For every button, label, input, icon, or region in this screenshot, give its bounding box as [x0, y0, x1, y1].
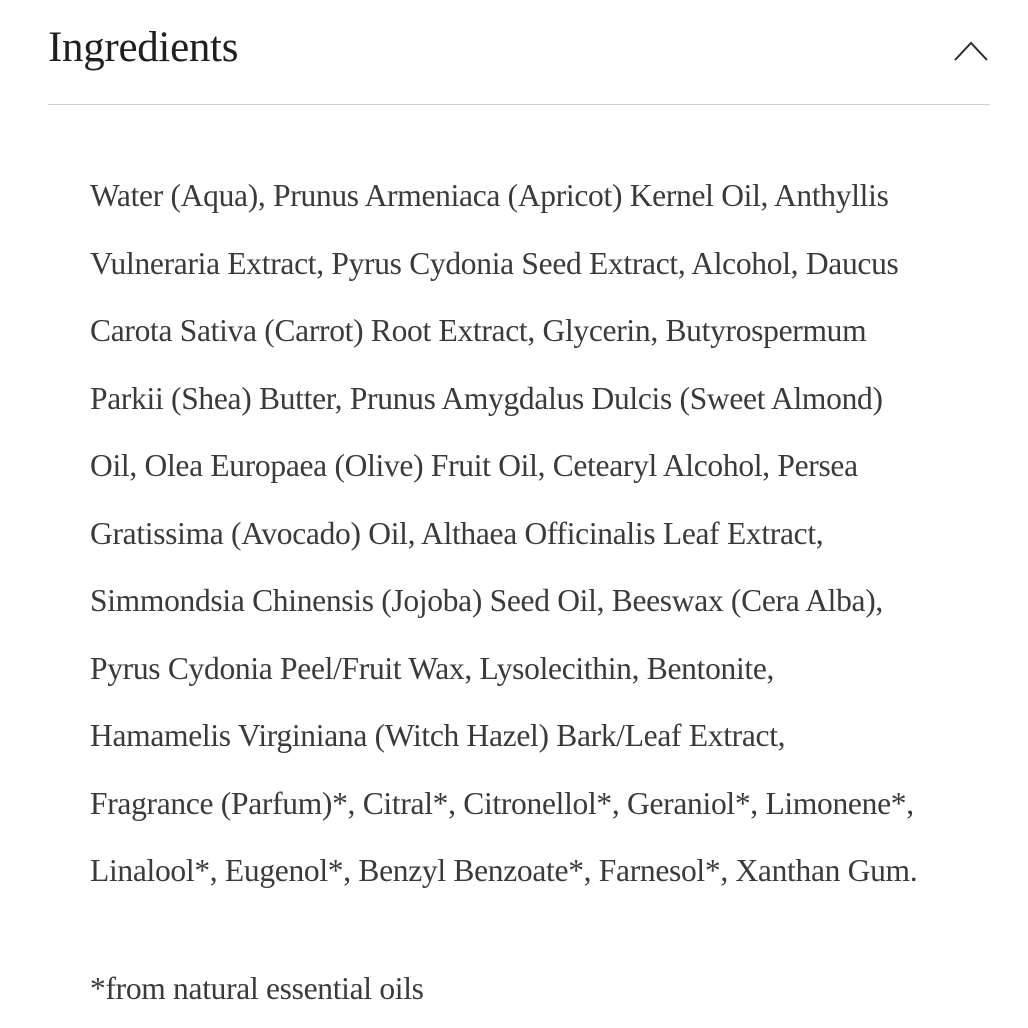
essential-oils-footnote: *from natural essential oils	[90, 971, 424, 1006]
accordion-header[interactable]	[48, 0, 990, 105]
ingredients-list	[90, 162, 960, 905]
ingredients-line: Simmondsia Chinensis (Jojoba) Seed Oil, Beeswax (Cera Alba),	[90, 583, 884, 618]
chevron-up-icon[interactable]	[952, 36, 990, 64]
ingredients-line: Oil, Olea Europaea (Olive) Fruit Oil, Cetearyl Alcohol, Persea	[90, 448, 858, 483]
ingredients-line: Gratissima (Avocado) Oil, Althaea Officinalis Leaf Extract,	[90, 515, 824, 551]
ingredients-line: Water (Aqua), Prunus Armeniaca (Apricot) Kernel Oil, Anthyllis	[90, 178, 889, 213]
ingredients-accordion	[48, 0, 990, 1028]
ingredients-line: Carota Sativa (Carrot) Root Extract, Glycerin, Butyrospermum	[90, 313, 867, 348]
ingredients-line: Vulneraria Extract, Pyrus Cydonia Seed Extract, Alcohol, Daucus	[90, 245, 899, 281]
ingredients-line: Pyrus Cydonia Peel/Fruit Wax, Lysolecithin, Bentonite,	[90, 650, 775, 686]
accordion-title: Ingredients	[48, 24, 239, 71]
ingredients-line: Linalool*, Eugenol*, Benzyl Benzoate*, Farnesol*, Xanthan Gum.	[90, 853, 918, 888]
ingredients-line: Fragrance (Parfum)*, Citral*, Citronellol*, Geraniol*, Limonene*,	[90, 785, 914, 821]
accordion-content	[90, 162, 960, 1006]
ingredients-line: Parkii (Shea) Butter, Prunus Amygdalus Dulcis (Sweet Almond)	[90, 380, 883, 416]
ingredients-line: Hamamelis Virginiana (Witch Hazel) Bark/Leaf Extract,	[90, 718, 786, 753]
